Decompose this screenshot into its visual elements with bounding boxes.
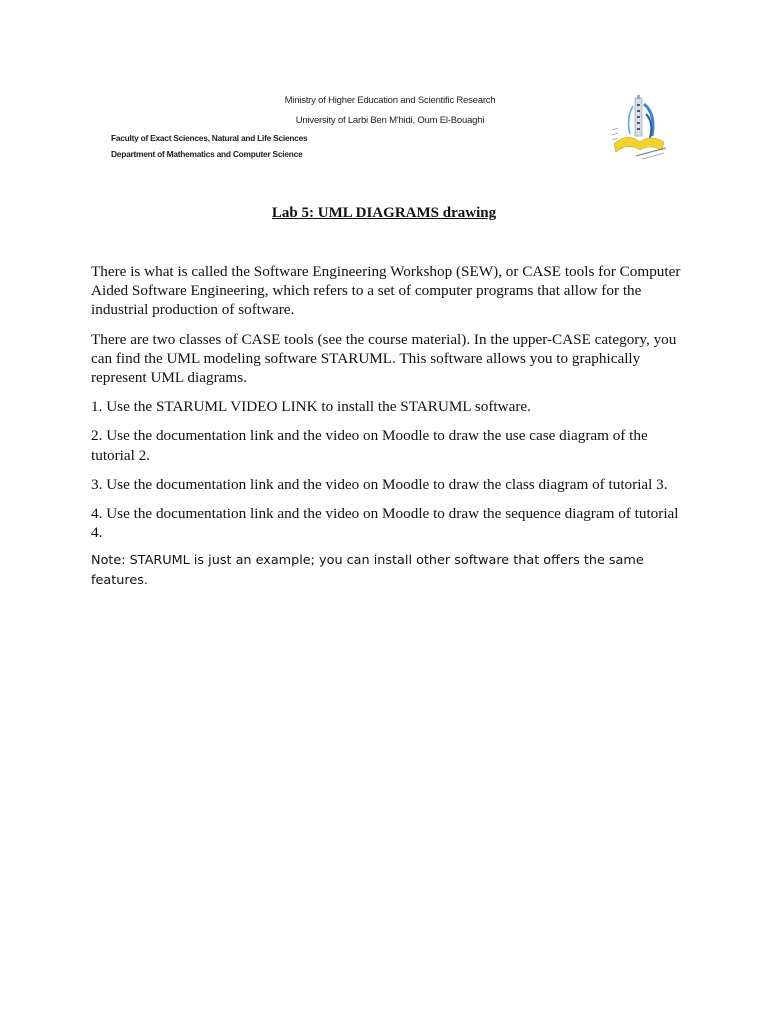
faculty-name: Faculty of Exact Sciences, Natural and Life Sciences: [111, 133, 308, 143]
step-4: 4. Use the documentation link and the video on Moodle to draw the sequence diagram of tutorial 4.: [91, 505, 679, 542]
ministry-name: Ministry of Higher Education and Scientific Research: [284, 95, 496, 106]
step-2: 2. Use the documentation link and the video on Moodle to draw the use case diagram of the tutorial 2.: [91, 427, 648, 464]
case-tools-paragraph: There are two classes of CASE tools (see the course material). In the upper-CASE category, you can find the UML modeling software STARUML. This software allows you to graphically represent UML diagrams.: [91, 330, 677, 387]
document-body: [91, 262, 681, 601]
university-name: University of Larbi Ben M'hidi, Oum El-Bouaghi: [295, 115, 485, 126]
step-1: 1. Use the STARUML VIDEO LINK to install the STARUML software.: [91, 398, 531, 416]
intro-paragraph: There is what is called the Software Engineering Workshop (SEW), or CASE tools for Computer Aided Software Engineering, which refers to a set of computer programs that allow for the industrial production of software.: [91, 263, 681, 319]
university-logo-icon: [606, 92, 670, 164]
document-title: Lab 5: UML DIAGRAMS drawing: [271, 205, 497, 221]
note-paragraph: Note: STARUML is just an example; you can install other software that offers the same features.: [91, 553, 644, 589]
department-name: Department of Mathematics and Computer Science: [111, 149, 303, 159]
step-3: 3. Use the documentation link and the video on Moodle to draw the class diagram of tutorial 3.: [91, 475, 668, 493]
